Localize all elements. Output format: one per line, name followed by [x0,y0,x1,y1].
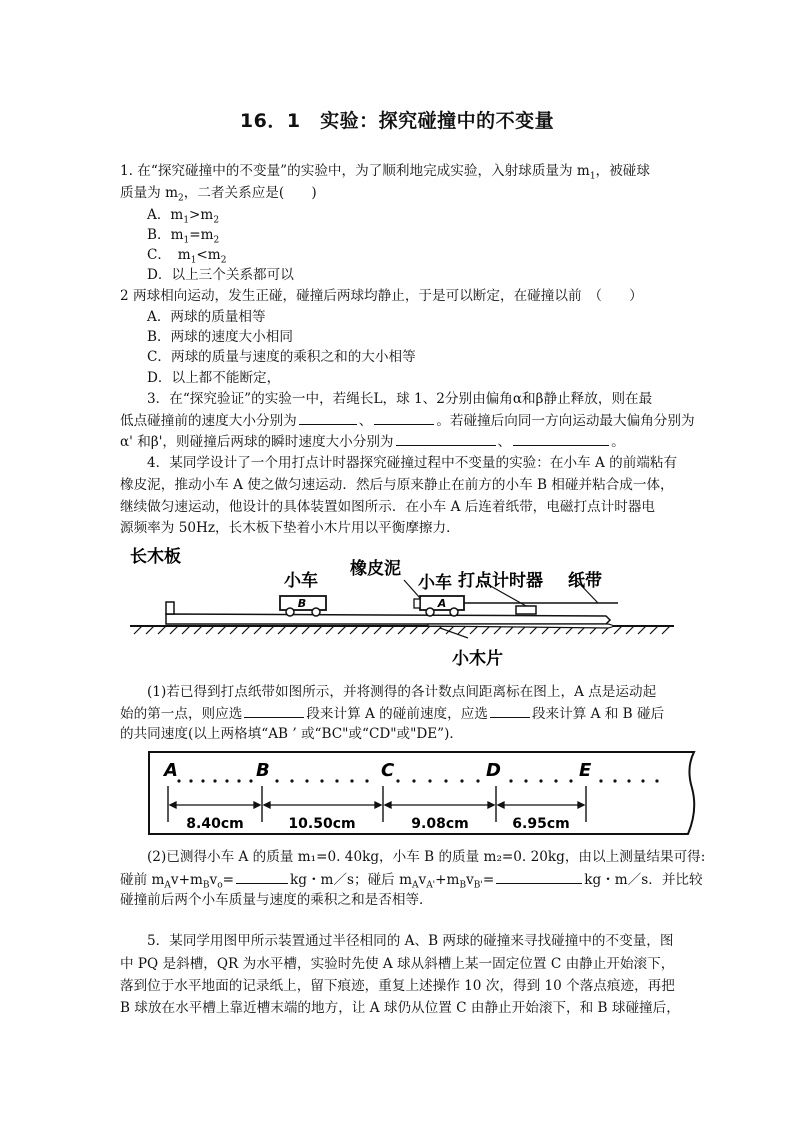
cart-a-letter: A [437,597,447,610]
q5-line3: 落到位于水平地面的记录纸上，留下痕迹，重复上述操作 10 次，得到 10 个落点痕迹，再把 [120,978,675,994]
q5-line4: B 球放在水平槽上靠近槽末端的地方，让 A 球仍从位置 C 由静止开始滚下，和 B 球碰撞后， [120,1000,680,1016]
q4-part1-line2: 始的第一点，则应选 段来计算 A 的碰前速度，应选 段来计算 A 和 B 碰后 [120,706,665,722]
answer-blank[interactable] [236,870,288,884]
q4-part2-line3: 碰撞前后两个小车质量与速度的乘积之和是否相等． [120,892,433,908]
label-tape: 纸带 [568,571,602,591]
label-cart-a: 小车 [418,573,452,593]
cart-b-letter: B [297,597,307,610]
q4-line3: 继续做匀速运动，他设计的具体装置如图所示．在小车 A 后连着纸带，电磁打点计时器电 [120,499,656,515]
tape-point-e: E [579,760,592,781]
q4-line4: 源频率为 50Hz，长木板下垫着小木片用以平衡摩擦力． [120,520,460,536]
q2-stem: 2 两球相向运动，发生正碰，碰撞后两球均静止，于是可以断定，在碰撞以前 （ ） [120,288,643,304]
label-long-board: 长木板 [130,547,181,567]
q4-part1-line3: 的共同速度(以上两格填“AB ’ 或“BC"或“CD"或"DE”)． [120,726,464,742]
answer-blank[interactable] [396,432,496,446]
q5-line2: 中 PQ 是斜槽，QR 为水平槽，实验时先使 A 球从斜槽上某一固定位置 C 由静止开始滚下， [120,956,675,972]
q1-option-c: C． $m_1<m_2$ [147,247,227,266]
tape-point-d: D [486,760,501,781]
q1-option-a: A．$m_1>m_2$ [147,207,220,226]
tape-distance-bc: 10.50cm [288,816,356,832]
label-putty: 橡皮泥 [350,559,401,579]
label-cart-b: 小车 [284,571,318,591]
q4-line2: 橡皮泥，推动小车 A 使之做匀速运动．然后与原来静止在前方的小车 B 相碰并粘合成一体， [120,477,674,493]
q4-part2-line1: (2)已测得小车 A 的质量 m₁=0. 40kg，小车 B 的质量 m₂=0. 20kg，由以上测量结果可得: [147,849,706,865]
long-board [166,614,610,624]
tape-figure [146,748,702,840]
q4-part1-line1: (1)若已得到打点纸带如图所示，并将测得的各计数点间距离标在图上，A 点是运动起 [147,684,657,700]
q2-option-d: D．以上都不能断定， [147,370,281,386]
q5-line1: 5．某同学用图甲所示装置通过半径相同的 A、B 两球的碰撞来寻找碰撞中的不变量，图 [147,933,674,949]
q3-line3: α' 和β'，则碰撞后两球的瞬时速度大小分别为 、 。 [120,434,625,450]
q2-option-c: C．两球的质量与速度的乘积之和的大小相等 [147,349,416,365]
answer-blank[interactable] [374,411,434,425]
board-end-stop [166,602,174,614]
answer-blank[interactable] [490,704,530,718]
q4-part2-line2: 碰前 $m_Av+m_Bv_o=$ kg・m／s；碰后 $m_Av_{A'}+m_Bv_{B'}=$ kg・m／s．并比较 [120,872,703,891]
page-title: 16．1 实验：探究碰撞中的不变量 [239,110,555,132]
q2-option-b: B．两球的速度大小相同 [147,329,293,345]
q3-line2: 低点碰撞前的速度大小分别为 、 。若碰撞后向同一方向运动最大偏角分别为 [120,413,695,429]
tape-point-c: C [381,760,395,781]
timer [516,606,536,614]
tape-distance-de: 6.95cm [512,816,570,832]
q1-stem-line1: 1. 在“探究碰撞中的不变量”的实验中，为了顺利地完成实验，入射球质量为 $m_1$，被碰球 [120,163,650,182]
putty [414,599,420,608]
q1-option-d: D．以上三个关系都可以 [147,267,294,283]
q2-option-a: A．两球的质量相等 [147,309,266,325]
answer-blank[interactable] [244,704,304,718]
answer-blank[interactable] [513,432,609,446]
answer-blank[interactable] [299,411,357,425]
q1-stem-line2: 质量为 $m_2$，二者关系应是( ) [120,185,317,204]
label-timer: 打点计时器 [458,571,543,591]
q3-line1: 3．在“探究验证”的实验一中，若绳长L，球 1、2分别由偏角α和β静止释放，则在最 [147,391,653,407]
q1-option-b: B．$m_1=m_2$ [147,227,220,246]
answer-blank[interactable] [496,870,582,884]
tape-distance-ab: 8.40cm [186,816,244,832]
q4-line1: 4．某同学设计了一个用打点计时器探究碰撞过程中不变量的实验：在小车 A 的前端粘有 [147,455,678,471]
wedge [428,624,613,628]
label-wedge: 小木片 [452,649,503,669]
tape-point-b: B [256,760,270,781]
tape-point-a: A [164,760,178,781]
apparatus-figure [128,540,676,678]
tape-distance-cd: 9.08cm [411,816,469,832]
